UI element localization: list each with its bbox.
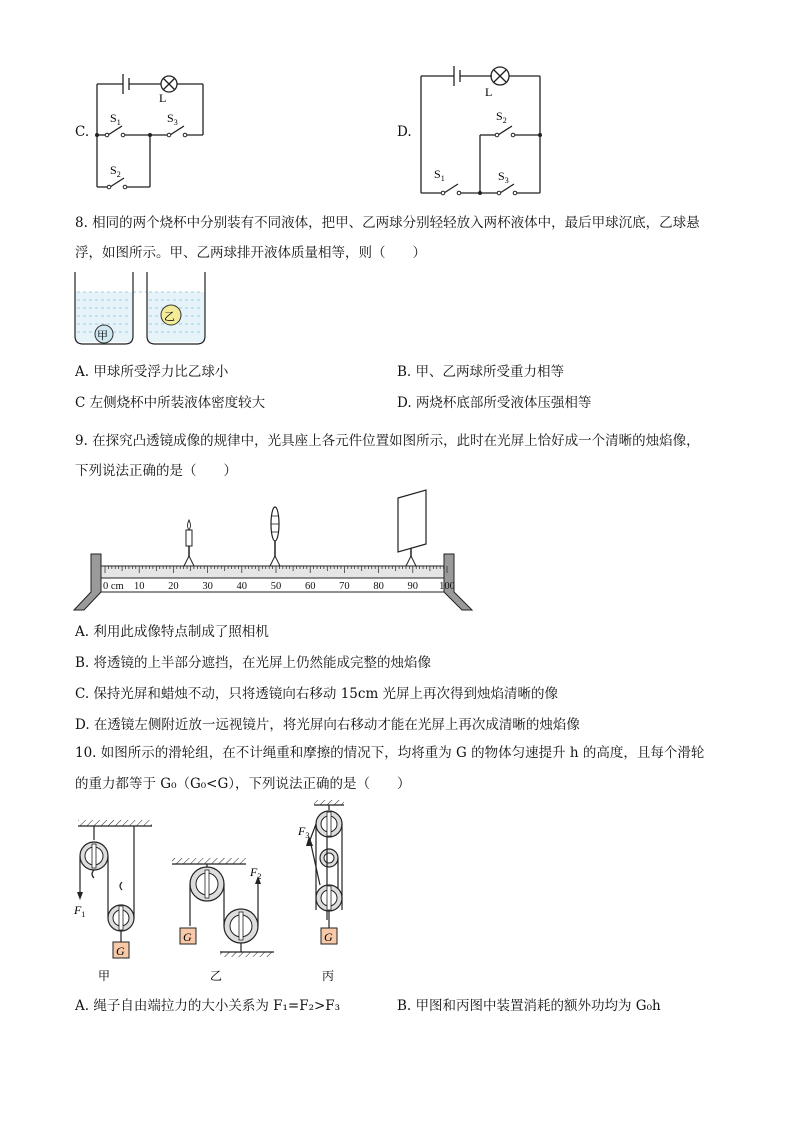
bench-tick-label: 10 [133, 581, 145, 592]
switch-s2-label: $S_2$ [110, 163, 121, 179]
weight-g-yi: G [183, 930, 192, 944]
option-c-label: C. [75, 124, 90, 140]
beakers-figure [70, 270, 220, 350]
q9-text-line1: 9. 在探究凸透镜成像的规律中，光具座上各元件位置如图所示，此时在光屏上恰好成一个清晰的烛焰像， [75, 433, 700, 449]
switch-s3-label: $S_3$ [498, 169, 509, 185]
figure-label-jia: 甲 [98, 969, 111, 983]
force-f1-data: F1 [68, 914, 70, 915]
q8-text-line1: 8. 相同的两个烧杯中分别装有不同液体，把甲、乙两球分别轻轻放入两杯液体中，最后甲球沉底，乙球悬 [75, 215, 700, 231]
q10-option-b: B. 甲图和丙图中装置消耗的额外功均为 G₀h [397, 998, 661, 1014]
q9-text-line2: 下列说法正确的是（ ） [75, 463, 237, 479]
bench-tick-label: 50 [270, 581, 282, 592]
force-f3-label: $F_3$ [298, 824, 310, 840]
ball-yi-label: 乙 [164, 311, 175, 323]
q8-option-a: A. 甲球所受浮力比乙球小 [75, 364, 229, 380]
figure-label-bing: 丙 [322, 969, 335, 983]
q8-option-c: C 左侧烧杯中所装液体密度较大 [75, 395, 266, 411]
lamp-label: L [485, 85, 493, 99]
bench-tick-label: 0 cm [103, 581, 124, 592]
q10-text-line2: 的重力都等于 G₀（G₀<G），下列说法正确的是（ ） [75, 776, 411, 792]
q9-option-a: A. 利用此成像特点制成了照相机 [75, 624, 269, 640]
bench-tick-label: 100 [439, 581, 455, 592]
lamp-label: L [159, 91, 167, 105]
switch-s2-label: $S_2$ [496, 109, 507, 125]
switch-s1-label: $S_1$ [434, 167, 445, 183]
switch-s3-label: $S_3$ [167, 111, 178, 127]
pulley-systems-figure [70, 800, 370, 986]
figure-label-yi: 乙 [210, 969, 223, 983]
q9-option-c: C. 保持光屏和蜡烛不动，只将透镜向右移动 15cm 光屏上再次得到烛焰清晰的像 [75, 686, 559, 702]
bench-tick-label: 40 [236, 581, 248, 592]
ball-jia-label: 甲 [97, 330, 108, 342]
bench-tick-label: 30 [202, 581, 213, 592]
q8-option-b: B. 甲、乙两球所受重力相等 [397, 364, 565, 380]
circuit-diagram-d [412, 62, 547, 200]
switch-s1-label: $S_1$ [110, 111, 121, 127]
bench-tick-label: 90 [407, 581, 419, 592]
bench-tick-label: 70 [339, 581, 350, 592]
circuit-diagram-c [88, 64, 213, 194]
force-f2-label: $F_2$ [250, 865, 262, 881]
bench-tick-label: 20 [168, 581, 179, 592]
bench-tick-label: 60 [304, 581, 316, 592]
force-f1-label: $F_1$ [74, 903, 86, 919]
q9-option-b: B. 将透镜的上半部分遮挡，在光屏上仍然能成完整的烛焰像 [75, 655, 432, 671]
q10-text-line1: 10. 如图所示的滑轮组，在不计绳重和摩擦的情况下，均将重为 G 的物体匀速提升 h 的高度，且每个滑轮 [75, 745, 705, 761]
q9-option-d: D. 在透镜左侧附近放一远视镜片，将光屏向右移动才能在光屏上再次成清晰的烛焰像 [75, 717, 580, 733]
option-d-label: D. [397, 124, 412, 140]
optical-bench-figure [70, 486, 480, 614]
q8-text-line2: 浮，如图所示。甲、乙两球排开液体质量相等，则（ ） [75, 245, 426, 261]
q10-option-a: A. 绳子自由端拉力的大小关系为 F₁=F₂>F₃ [75, 998, 341, 1014]
q8-option-d: D. 两烧杯底部所受液体压强相等 [397, 395, 592, 411]
weight-g-jia: G [116, 944, 125, 958]
weight-g-bing: G [324, 930, 333, 944]
bench-tick-label: 80 [373, 581, 384, 592]
